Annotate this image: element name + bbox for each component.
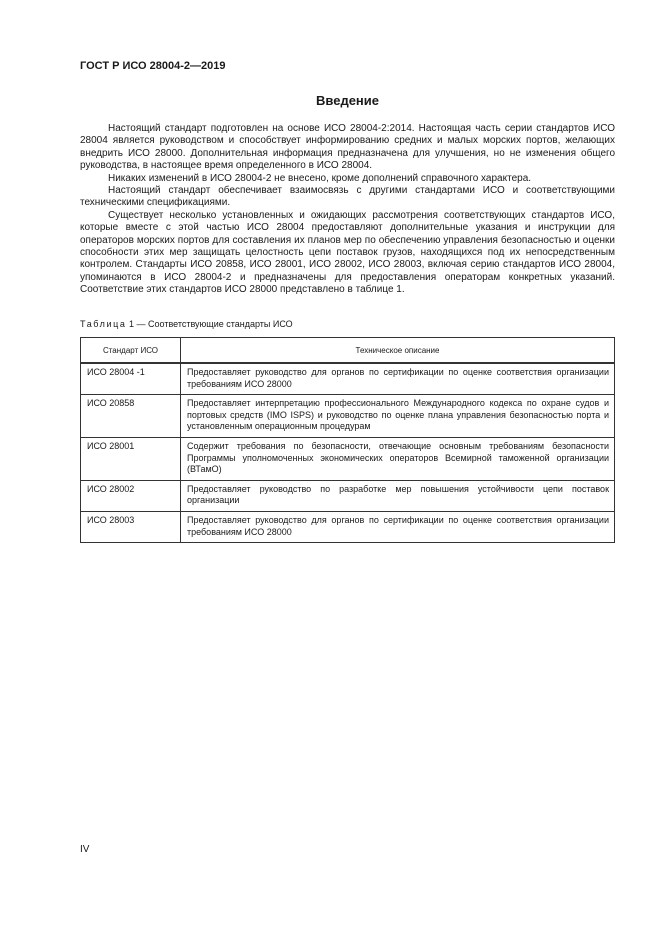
introduction-body <box>80 123 615 297</box>
description-cell: Предоставляет руководство для органов по сертификации по оценке соответствия организации требованиям ИСО 28000 <box>181 363 615 395</box>
section-title: Введение <box>316 93 379 108</box>
standard-code-cell: ИСО 28001 <box>81 437 181 480</box>
column-header-standard: Стандарт ИСО <box>81 338 181 364</box>
table-row <box>81 395 615 438</box>
table-row <box>81 511 615 542</box>
table-caption <box>80 319 293 329</box>
standard-code-cell: ИСО 28004 -1 <box>81 363 181 395</box>
description-cell: Предоставляет интерпретацию профессионального Международного кодекса по охране судов и портовых средств (IMO ISPS) и руководство по оценке плана управления безопасностью порта и установленным операционным процедурам <box>181 395 615 438</box>
column-header-description: Техническое описание <box>181 338 615 364</box>
standard-code-cell: ИСО 28002 <box>81 480 181 511</box>
table-row <box>81 363 615 395</box>
description-cell: Содержит требования по безопасности, отвечающие основным требованиям безопасности Программы уполномоченных экономических операторов Всемирной таможенной организации (ВТамО) <box>181 437 615 480</box>
standard-code-cell: ИСО 28003 <box>81 511 181 542</box>
table-header-row <box>81 338 615 364</box>
paragraph: Никаких изменений в ИСО 28004-2 не внесено, кроме дополнений справочного характера. <box>108 172 532 184</box>
paragraph: Существует несколько установленных и ожидающих рассмотрения соответствующих стандартов ИСО, которые вместе с этой частью ИСО 28004 предоставляют дополнительные указания и инструкции для операторов морских портов для составления их планов мер по обеспечению управления безопасностью и оценки способности этих мер защищать целостность цепи поставок грузов, находящихся под их непосредственным контролем. Стандарты ИСО 20858, ИСО 28001, ИСО 28002, ИСО 28003, включая серию стандартов ИСО 28004, упоминаются в ИСО 28004-2 и предназначены для предоставления операторам конкретных указаний. Соответствие этих стандартов ИСО 28000 представлено в таблице 1. <box>80 209 615 296</box>
table-caption-text: 1 — Соответствующие стандарты ИСО <box>126 319 293 329</box>
paragraph: Настоящий стандарт подготовлен на основе ИСО 28004-2:2014. Настоящая часть серии стандартов ИСО 28004 является руководством и способствует информированию средних и малых морских портов, желающих внедрить ИСО 28000. Дополнительная информация предназначена для улучшения, но не изменения общего руководства, в настоящее время определенного в ИСО 28004. <box>80 123 615 172</box>
description-cell: Предоставляет руководство по разработке мер повышения устойчивости цепи поставок организации <box>181 480 615 511</box>
description-cell: Предоставляет руководство для органов по сертификации по оценке соответствия организации требованиям ИСО 28000 <box>181 511 615 542</box>
table-caption-label: Таблица <box>80 319 127 329</box>
page-number: IV <box>80 844 90 855</box>
table-row <box>81 437 615 480</box>
standards-table <box>80 337 615 543</box>
paragraph: Настоящий стандарт обеспечивает взаимосвязь с другими стандартами ИСО и соответствующими техническими спецификациями. <box>80 185 615 209</box>
standard-code-cell: ИСО 20858 <box>81 395 181 438</box>
table-row <box>81 480 615 511</box>
document-header: ГОСТ Р ИСО 28004-2—2019 <box>80 60 226 72</box>
